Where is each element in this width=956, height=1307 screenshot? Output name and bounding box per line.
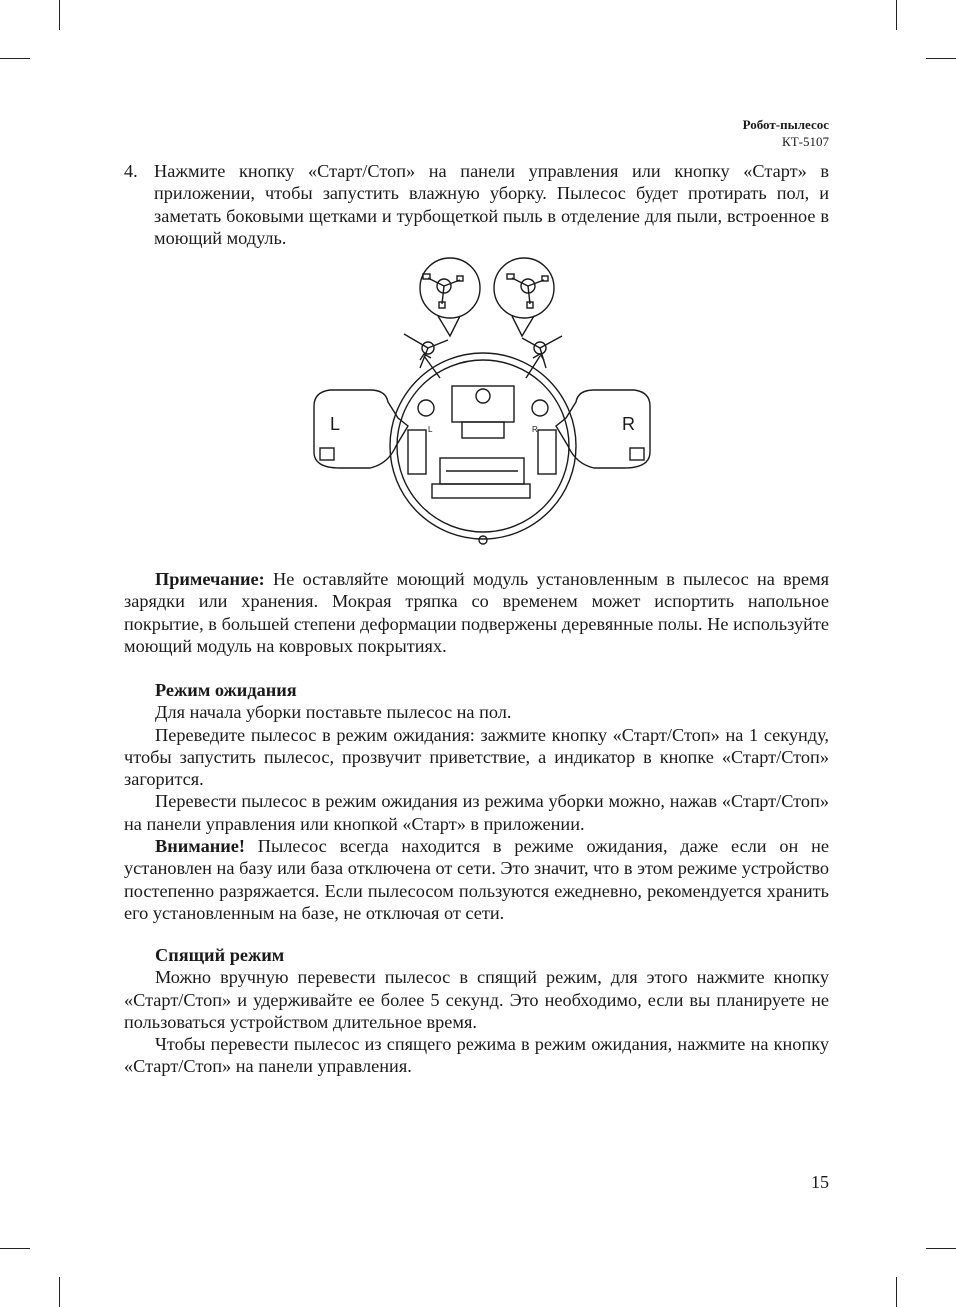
note bbox=[124, 568, 829, 657]
standby-p1: Для начала уборки поставьте пылесос на пол. bbox=[155, 702, 512, 723]
header-title: Робот-пылесос bbox=[742, 117, 829, 132]
crop-mark bbox=[0, 58, 30, 59]
sleep-p2: Чтобы перевести пылесос из спящего режима в режим ожидания, нажмите на кнопку «Старт/Стоп» на панели управления. bbox=[124, 1034, 829, 1077]
crop-mark bbox=[926, 1248, 956, 1249]
running-header bbox=[743, 116, 829, 150]
sleep-p1: Можно вручную перевести пылесос в спящий режим, для этого нажмите кнопку «Старт/Стоп» и удерживайте ее более 5 секунд. Это необходимо, если вы планируете не пользоваться устройством длительное время. bbox=[124, 967, 829, 1032]
step-text: Нажмите кнопку «Старт/Стоп» на панели управления или кнопку «Старт» в приложении, чтобы запустить влажную уборку. Пылесос будет протирать пол, и заметать боковыми щетками и турбощеткой пыль в отделение для пыли, встроенное в моющий модуль. bbox=[154, 161, 829, 248]
warning-label: Внимание! bbox=[155, 836, 245, 857]
note-text: Не оставляйте моющий модуль установленным в пылесос на время зарядки или хранения. Мокрая тряпка со временем может испортить напольное покрытие, в большей степени деформации подвержены деревянные полы. Не используйте моющий модуль на ковровых покрытиях. bbox=[124, 569, 829, 656]
crop-mark bbox=[0, 1248, 30, 1249]
crop-mark bbox=[896, 0, 897, 30]
standby-p3: Перевести пылесос в режим ожидания из режима уборки можно, нажав «Старт/Стоп» на панели управления или кнопкой «Старт» в приложении. bbox=[124, 791, 829, 834]
standby-section bbox=[124, 679, 829, 924]
side-brush-right bbox=[522, 336, 562, 368]
standby-p2: Переведите пылесос в режим ожидания: зажмите кнопку «Старт/Стоп» на 1 секунду, чтобы запустить пылесос, прозвучит приветствие, а индикатор в кнопке «Старт/Стоп» загорится. bbox=[124, 724, 829, 790]
robot-body bbox=[390, 353, 576, 544]
brush-zoom-left bbox=[420, 258, 480, 336]
sleep-section bbox=[124, 944, 829, 1078]
warning-text: Пылесос всегда находится в режиме ожидания, даже если он не установлен на базу или база отключена от сети. Это значит, что в этом режиме устройство постепенно разряжается. Если пылесосом пользуются ежедневно, рекомендуется хранить его установленным на базе, не отключая от сети. bbox=[124, 836, 829, 923]
small-label-left: L bbox=[428, 425, 433, 434]
header-model: КТ-5107 bbox=[782, 134, 829, 149]
crop-mark bbox=[926, 58, 956, 59]
page-number: 15 bbox=[811, 1172, 829, 1192]
note-label: Примечание: bbox=[155, 569, 265, 589]
crop-mark bbox=[59, 1277, 60, 1307]
label-left: L bbox=[330, 414, 341, 434]
crop-mark bbox=[59, 0, 60, 30]
step-number: 4. bbox=[124, 161, 138, 181]
small-label-right: R bbox=[532, 425, 538, 434]
standby-heading: Режим ожидания bbox=[155, 680, 297, 700]
label-right: R bbox=[622, 414, 635, 434]
crop-mark bbox=[896, 1277, 897, 1307]
wheel-zoom-right bbox=[556, 390, 650, 468]
robot-vacuum-illustration bbox=[300, 256, 664, 552]
brush-zoom-right bbox=[494, 258, 554, 336]
sleep-heading: Спящий режим bbox=[155, 945, 285, 965]
step-4 bbox=[124, 160, 829, 249]
wheel-zoom-left bbox=[314, 390, 408, 468]
